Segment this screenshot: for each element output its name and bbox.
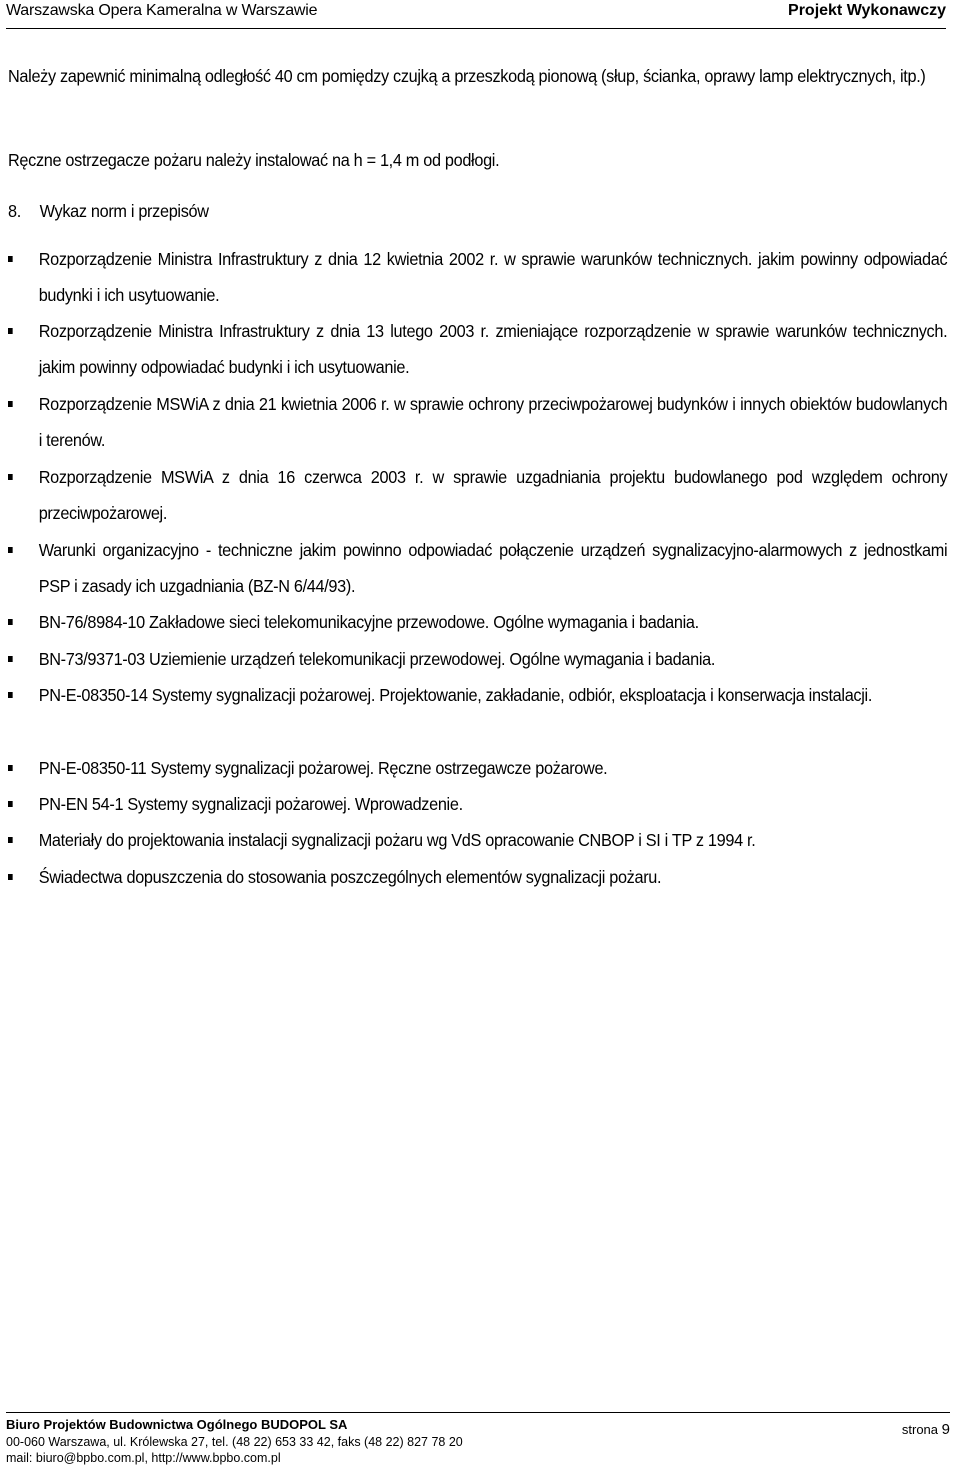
bullet-square-icon [8,692,13,698]
header-document-owner: Warszawska Opera Kameralna w Warszawie [6,2,318,19]
list-item-text: PN-E-08350-11 Systemy sygnalizacji pożarowej. Ręczne ostrzegawcze pożarowe. [38,758,608,778]
bullet-square-icon [8,328,13,334]
list-item-text: Rozporządzenie Ministra Infrastruktury z dnia 13 lutego 2003 r. zmieniające rozporządzenie w sprawie warunków technicznych. jakim powinny odpowiadać budynki i ich usytuowanie. [38,321,948,377]
list-item-text: BN-73/9371-03 Uziemienie urządzeń telekomunikacji przewodowej. Ogólne wymagania i badania. [38,649,716,669]
page-header [6,0,946,29]
footer-contact: mail: biuro@bpbo.com.pl, http://www.bpbo.com.pl [6,1451,281,1465]
list-item-text: BN-76/8984-10 Zakładowe sieci telekomunikacyjne przewodowe. Ogólne wymagania i badania. [38,612,699,632]
header-project-type: Projekt Wykonawczy [788,2,946,19]
footer-company-name: Biuro Projektów Budownictwa Ogólnego BUDOPOL SA [6,1417,348,1432]
bullet-square-icon [8,547,13,553]
bullet-square-icon [8,765,13,771]
page-label: strona [901,1422,939,1437]
list-item-text: Rozporządzenie MSWiA z dnia 16 czerwca 2003 r. w sprawie uzgadniania projektu budowlanego pod względem ochrony przeciwpożarowej. [38,467,948,523]
intro-paragraph-distance: Należy zapewnić minimalną odległość 40 cm pomiędzy czujką a przeszkodą pionową (słup, ścianka, oprawy lamp elektrycznych, itp.) [8,66,926,86]
intro-paragraph-manual-call-points: Ręczne ostrzegacze pożaru należy instalować na h = 1,4 m od podłogi. [8,150,500,170]
bullet-square-icon [8,256,13,262]
list-item-text: Świadectwa dopuszczenia do stosowania poszczególnych elementów sygnalizacji pożaru. [38,867,662,887]
list-item-text: Rozporządzenie Ministra Infrastruktury z dnia 12 kwietnia 2002 r. w sprawie warunków technicznych. jakim powinny odpowiadać budynki i ich usytuowanie. [38,249,948,305]
list-item-text: Materiały do projektowania instalacji sygnalizacji pożaru wg VdS opracowanie CNBOP i SI i TP z 1994 r. [38,830,756,850]
section-number: 8. [8,201,21,221]
bullet-square-icon [8,474,13,480]
bullet-square-icon [8,874,13,880]
page-footer [6,1412,950,1465]
list-item-text: Warunki organizacyjno - techniczne jakim powinno odpowiadać połączenie urządzeń sygnalizacyjno-alarmowych z jednostkami PSP i zasady ich uzgadniania (BZ-N 6/44/93). [38,540,948,596]
page-number: 9 [941,1421,950,1438]
bullet-square-icon [8,837,13,843]
list-item-text: PN-EN 54-1 Systemy sygnalizacji pożarowej. Wprowadzenie. [38,794,463,814]
page-number-label [902,1421,950,1438]
bullet-square-icon [8,401,13,407]
section-title: Wykaz norm i przepisów [39,201,209,221]
list-item-text: PN-E-08350-14 Systemy sygnalizacji pożarowej. Projektowanie, zakładanie, odbiór, eksploatacja i konserwacja instalacji. [38,685,873,705]
section-heading [8,193,209,229]
bullet-square-icon [8,656,13,662]
bullet-square-icon [8,619,13,625]
bullet-square-icon [8,801,13,807]
list-item-text: Rozporządzenie MSWiA z dnia 21 kwietnia 2006 r. w sprawie ochrony przeciwpożarowej budynków i innych obiektów budowlanych i terenów. [38,394,948,450]
footer-address: 00-060 Warszawa, ul. Królewska 27, tel. (48 22) 653 33 42, faks (48 22) 827 78 20 [6,1435,463,1449]
